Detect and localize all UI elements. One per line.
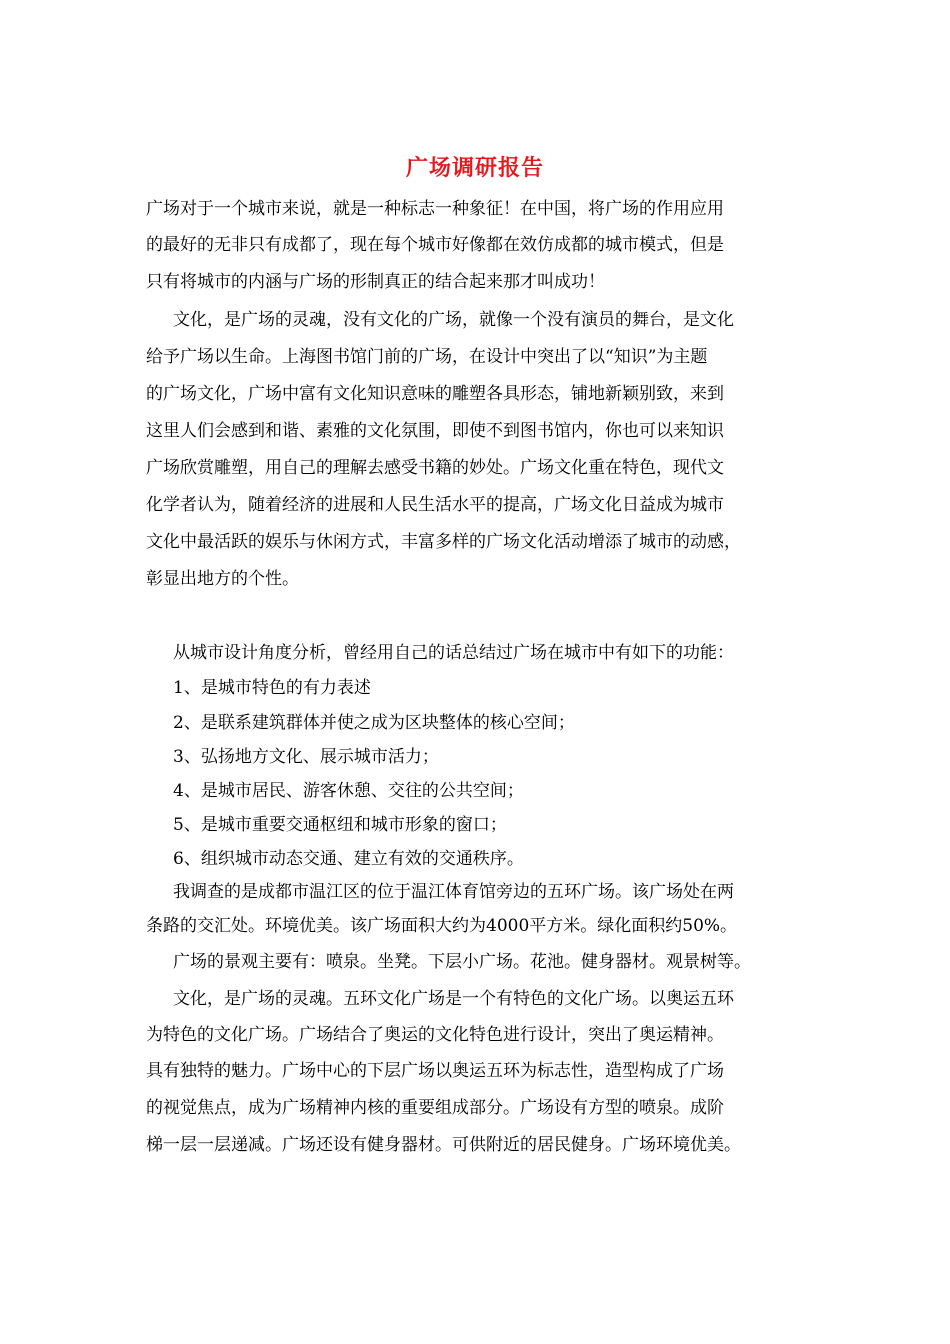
text-line: 为特色的文化广场。广场结合了奥运的文化特色进行设计，突出了奥运精神。: [146, 1025, 724, 1045]
text-line: 这里人们会感到和谐、素雅的文化氛围，即使不到图书馆内，你也可以来知识: [146, 421, 724, 441]
text-line: 广场的景观主要有：喷泉。坐凳。下层小广场。花池。健身器材。观景树等。: [173, 952, 751, 972]
text-line: 文化，是广场的灵魂。五环文化广场是一个有特色的文化广场。以奥运五环: [173, 989, 734, 1009]
text-line: 广场对于一个城市来说，就是一种标志一种象征！在中国，将广场的作用应用: [146, 199, 724, 219]
list-item: 3、弘扬地方文化、展示城市活力；: [173, 747, 439, 767]
text-line: 彰显出地方的个性。: [146, 569, 299, 589]
text-line: 梯一层一层递减。广场还设有健身器材。可供附近的居民健身。广场环境优美。: [146, 1135, 741, 1155]
list-item: 4、是城市居民、游客休憩、交往的公共空间；: [173, 781, 524, 801]
document-title: 广场调研报告: [405, 155, 544, 181]
text-line: 我调查的是成都市温江区的位于温江体育馆旁边的五环广场。该广场处在两: [173, 882, 734, 902]
text-line: 条路的交汇处。环境优美。该广场面积大约为4000平方米。绿化面积约50%。: [146, 916, 738, 936]
text-line: 化学者认为，随着经济的进展和人民生活水平的提高，广场文化日益成为城市: [146, 495, 724, 515]
text-line: 的广场文化，广场中富有文化知识意味的雕塑各具形态，铺地新颖别致，来到: [146, 384, 724, 404]
list-item: 1、是城市特色的有力表述: [173, 678, 371, 698]
text-line: 给予广场以生命。上海图书馆门前的广场，在设计中突出了以“知识”为主题: [146, 347, 708, 367]
text-line: 从城市设计角度分析，曾经用自己的话总结过广场在城市中有如下的功能：: [173, 643, 734, 663]
text-line: 文化，是广场的灵魂，没有文化的广场，就像一个没有演员的舞台，是文化: [173, 310, 734, 330]
text-line: 的最好的无非只有成都了，现在每个城市好像都在效仿成都的城市模式，但是: [146, 235, 724, 255]
text-line: 广场欣赏雕塑，用自己的理解去感受书籍的妙处。广场文化重在特色，现代文: [146, 458, 724, 478]
text-line: 具有独特的魅力。广场中心的下层广场以奥运五环为标志性，造型构成了广场: [146, 1061, 724, 1081]
text-line: 只有将城市的内涵与广场的形制真正的结合起来那才叫成功！: [146, 272, 605, 292]
text-line: 的视觉焦点，成为广场精神内核的重要组成部分。广场设有方型的喷泉。成阶: [146, 1098, 724, 1118]
text-line: 文化中最活跃的娱乐与休闲方式，丰富多样的广场文化活动增添了城市的动感，: [146, 532, 741, 552]
list-item: 5、是城市重要交通枢纽和城市形象的窗口；: [173, 815, 507, 835]
list-item: 2、是联系建筑群体并使之成为区块整体的核心空间；: [173, 713, 575, 733]
list-item: 6、组织城市动态交通、建立有效的交通秩序。: [173, 849, 524, 869]
